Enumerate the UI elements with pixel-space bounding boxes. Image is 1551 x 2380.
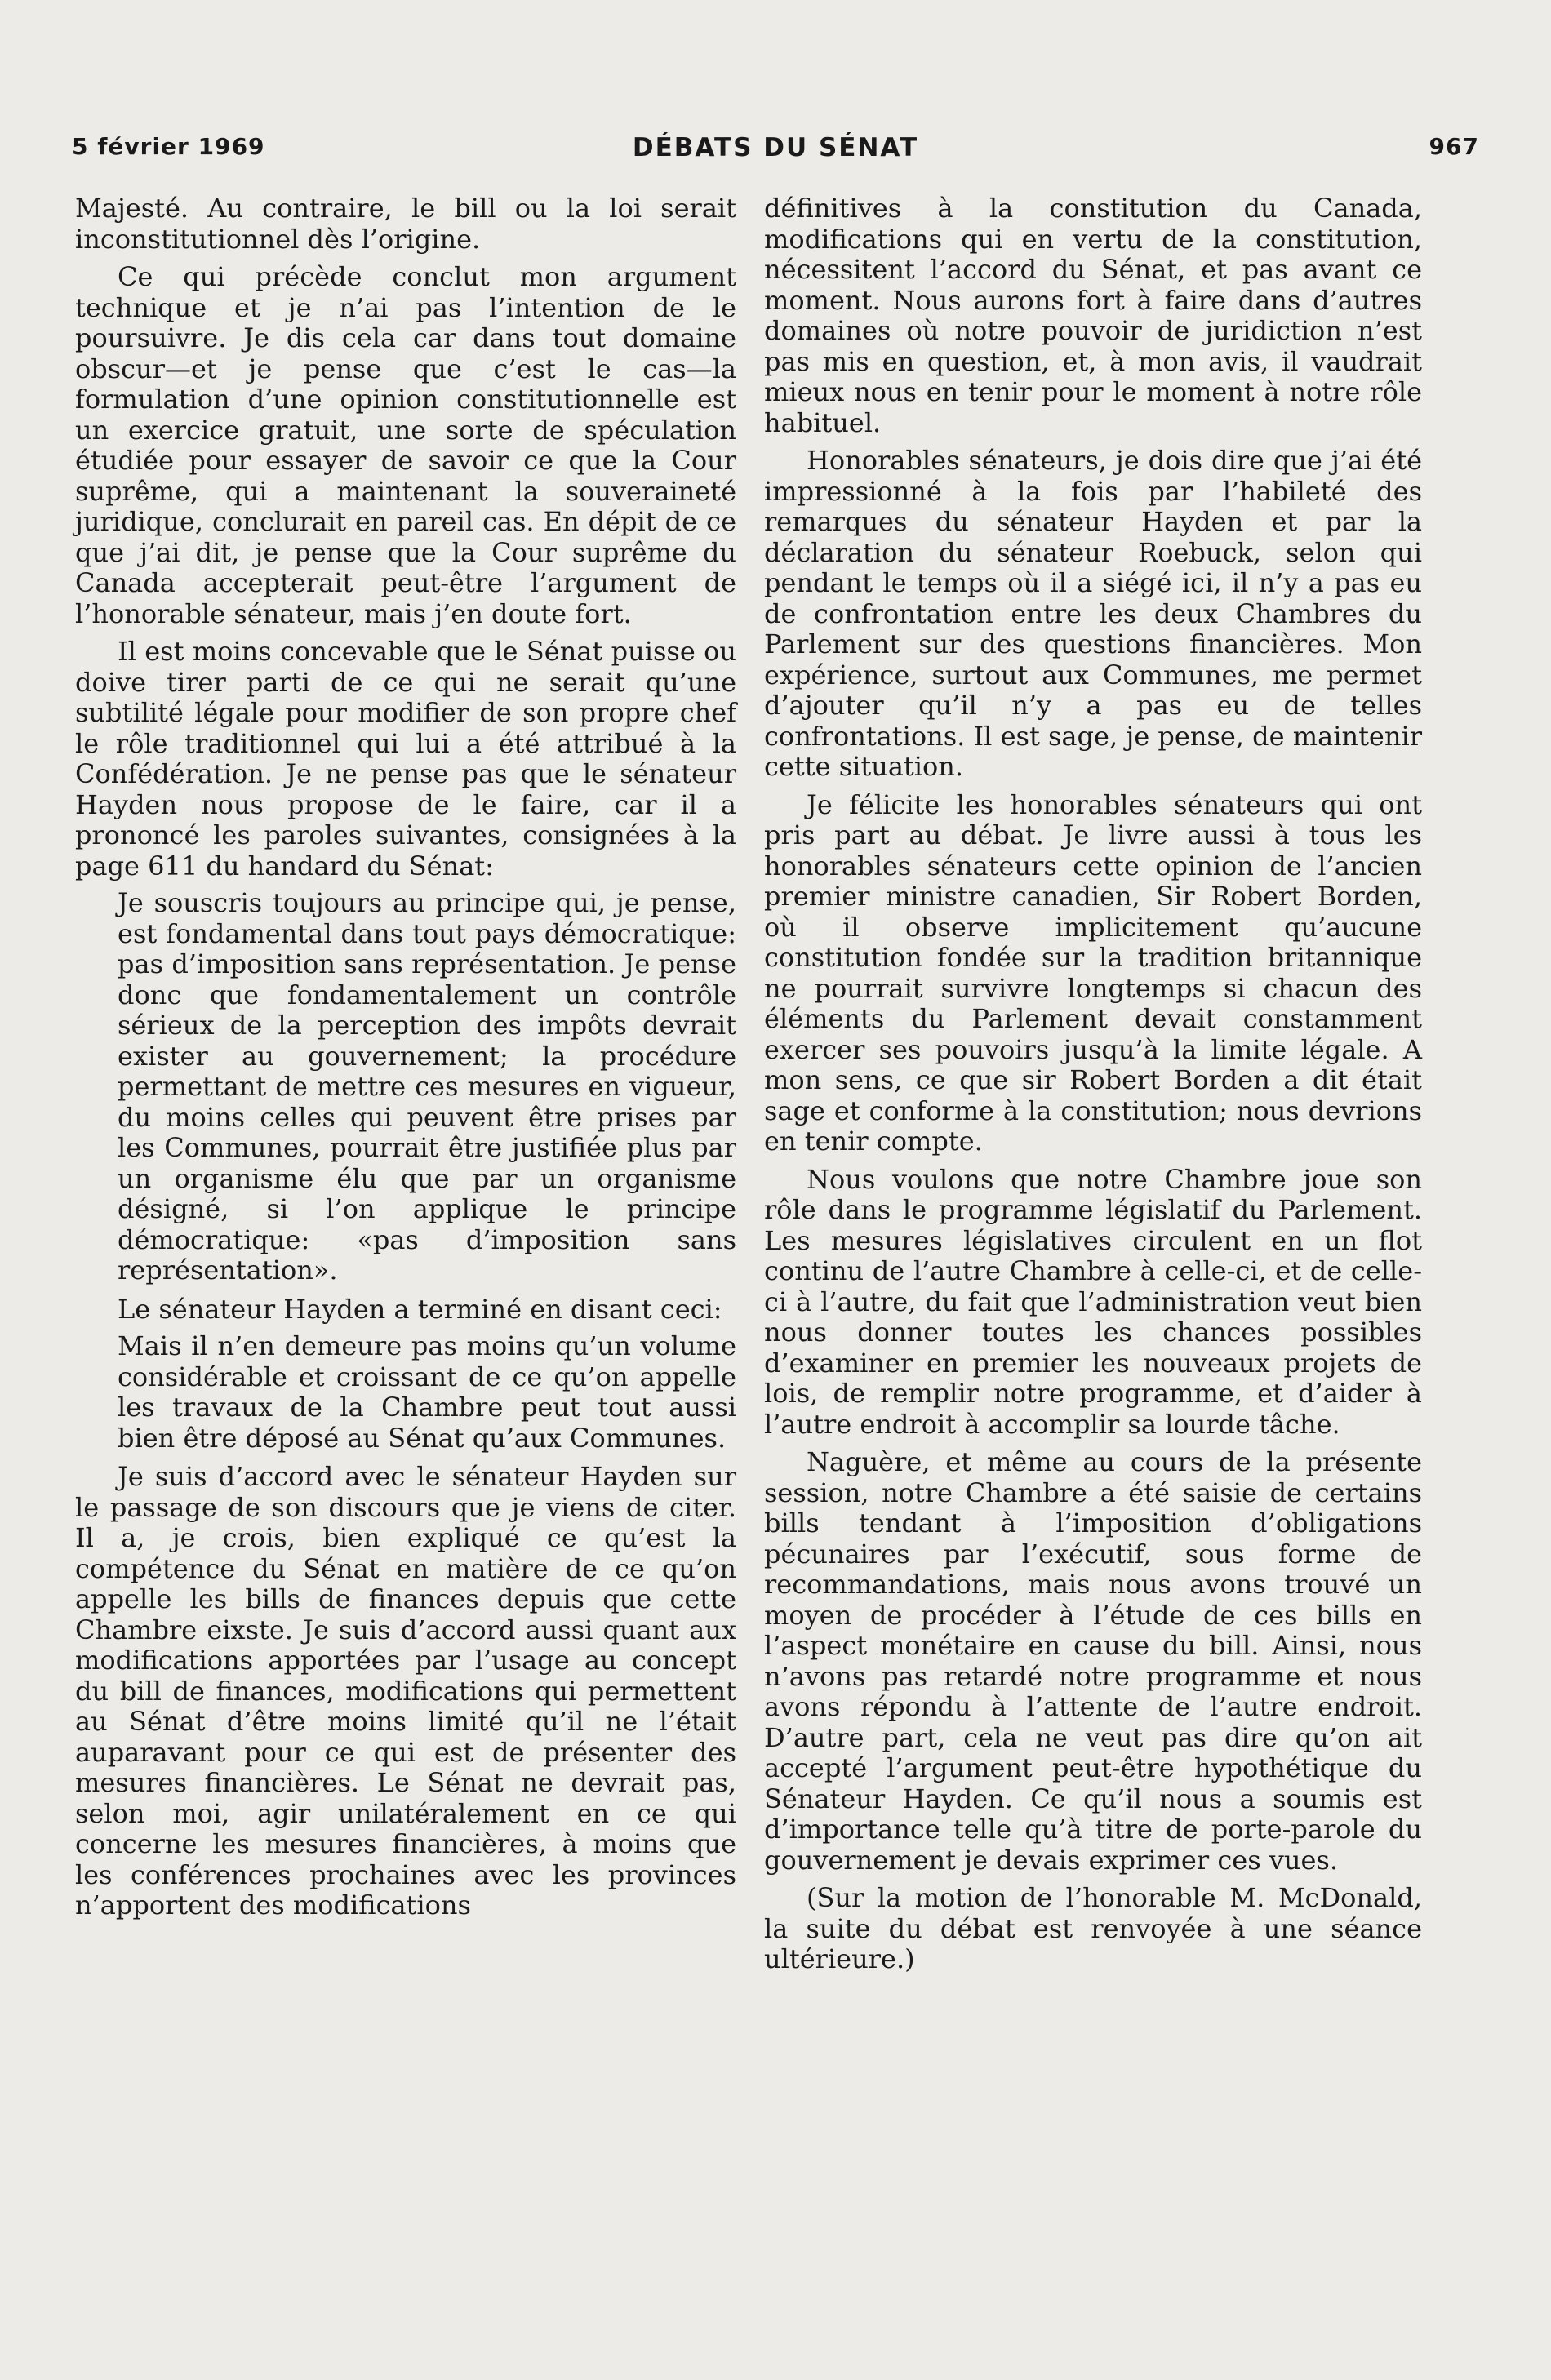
paragraph: Je suis d’accord avec le sénateur Hayden sur le passage de son discours que je viens de citer. Il a, je crois, bien expliqué ce qu’est la compétence du Sénat en matière de ce qu’on appelle les bills de finances depuis que cette Chambre eixste. Je suis d’accord aussi quant aux modifications apportées par l’usage au concept du bill de finances, modifications qui permettent au Sénat d’être moins limité qu’il ne l’était auparavant pour ce qui est de présenter des mesures financières. Le Sénat ne devrait pas, selon moi, agir unilatéralement en ce qui concerne les mesures financières, à moins que les conférences prochaines avec les provinces n’apportent des modifications <box>75 1461 736 1920</box>
page-header <box>72 133 1479 174</box>
paragraph: Honorables sénateurs, je dois dire que j’ai été impressionné à la fois par l’habileté des remarques du sénateur Hayden et par la déclaration du sénateur Roebuck, selon qui pendant le temps où il a siégé ici, il n’y a pas eu de confrontation entre les deux Chambres du Parlement sur des questions financières. Mon expérience, surtout aux Communes, me permet d’ajouter qu’il n’y a pas eu de telles confrontations. Il est sage, je pense, de maintenir cette situation. <box>764 445 1422 782</box>
paragraph: définitives à la constitution du Canada, modifications qui en vertu de la constitution, nécessitent l’accord du Sénat, et pas avant ce moment. Nous aurons fort à faire dans d’autres domaines où notre pouvoir de juridiction n’est pas mis en question, et, à mon avis, il vaudrait mieux nous en tenir pour le moment à notre rôle habituel. <box>764 193 1422 438</box>
block-quote: Je souscris toujours au principe qui, je pense, est fondamental dans tout pays démocratique: pas d’imposition sans représentation. Je pense donc que fondamentalement un contrôle sérieux de la perception des impôts devrait exister au gouvernement; la procédure permettant de mettre ces mesures en vigueur, du moins celles qui peuvent être prises par les Communes, pourrait être justifiée plus par un organisme élu que par un organisme désigné, si l’on applique le principe démocratique: «pas d’imposition sans représentation». <box>118 887 736 1285</box>
paragraph: Ce qui précède conclut mon argument technique et je n’ai pas l’intention de le poursuivre. Je dis cela car dans tout domaine obscur—et je pense que c’est le cas—la formulation d’une opinion constitutionnelle est un exercice gratuit, une sorte de spéculation étudiée pour essayer de savoir ce que la Cour suprême, qui a maintenant la souveraineté juridique, conclurait en pareil cas. En dépit de ce que j’ai dit, je pense que la Cour suprême du Canada accepterait peut-être l’argument de l’honorable sénateur, mais j’en doute fort. <box>75 261 736 629</box>
paragraph: Le sénateur Hayden a terminé en disant ceci: <box>118 1293 722 1325</box>
paragraph: (Sur la motion de l’honorable M. McDonald, la suite du débat est renvoyée à une séance ultérieure.) <box>764 1882 1422 1974</box>
header-title: DÉBATS DU SÉNAT <box>632 133 919 162</box>
paragraph: Je félicite les honorables sénateurs qui ont pris part au débat. Je livre aussi à tous les honorables sénateurs cette opinion de l’ancien premier ministre canadien, Sir Robert Borden, où il observe implicitement qu’aucune constitution fondée sur la tradition britannique ne pourrait survivre longtemps si chacun des éléments du Parlement devait constamment exercer ses pouvoirs jusqu’à la limite légale. A mon sens, ce que sir Robert Borden a dit était sage et conforme à la constitution; nous devrions en tenir compte. <box>764 788 1422 1157</box>
paragraph: Il est moins concevable que le Sénat puisse ou doive tirer parti de ce qui ne serait qu’une subtilité légale pour modifier de son propre chef le rôle traditionnel qui lui a été attribué à la Confédération. Je ne pense pas que le sénateur Hayden nous propose de le faire, car il a prononcé les paroles suivantes, consignées à la page 611 du handard du Sénat: <box>75 636 736 881</box>
paragraph: Nous voulons que notre Chambre joue son rôle dans le programme législatif du Parlement. Les mesures législatives circulent en un flot continu de l’autre Chambre à celle-ci, et de celle-ci à l’autre, du fait que l’administration veut bien nous donner toutes les chances possibles d’examiner en premier les nouveaux projets de lois, de remplir notre programme, et d’aider à l’autre endroit à accomplir sa lourde tâche. <box>764 1163 1422 1440</box>
paragraph: Majesté. Au contraire, le bill ou la loi serait inconstitutionnel dès l’origine. <box>75 193 736 255</box>
right-column <box>764 193 1422 1975</box>
left-column <box>75 193 736 1921</box>
paragraph: Naguère, et même au cours de la présente session, notre Chambre a été saisie de certains bills tendant à l’imposition d’obligations pécunaires par l’exécutif, sous forme de recommandations, mais nous avons trouvé un moyen de procéder à l’étude de ces bills en l’aspect monétaire en cause du bill. Ainsi, nous n’avons pas retardé notre programme et nous avons répondu à l’attente de l’autre endroit. D’autre part, cela ne veut pas dire qu’on ait accepté l’argument peut-être hypothétique du Sénateur Hayden. Ce qu’il nous a soumis est d’importance telle qu’à titre de porte-parole du gouvernement je devais exprimer ces vues. <box>764 1446 1422 1876</box>
header-date: 5 février 1969 <box>72 133 265 160</box>
block-quote: Mais il n’en demeure pas moins qu’un volume considérable et croissant de ce qu’on appelle les travaux de la Chambre peut tout aussi bien être déposé au Sénat qu’aux Communes. <box>118 1330 736 1454</box>
page-number: 967 <box>1429 133 1479 160</box>
